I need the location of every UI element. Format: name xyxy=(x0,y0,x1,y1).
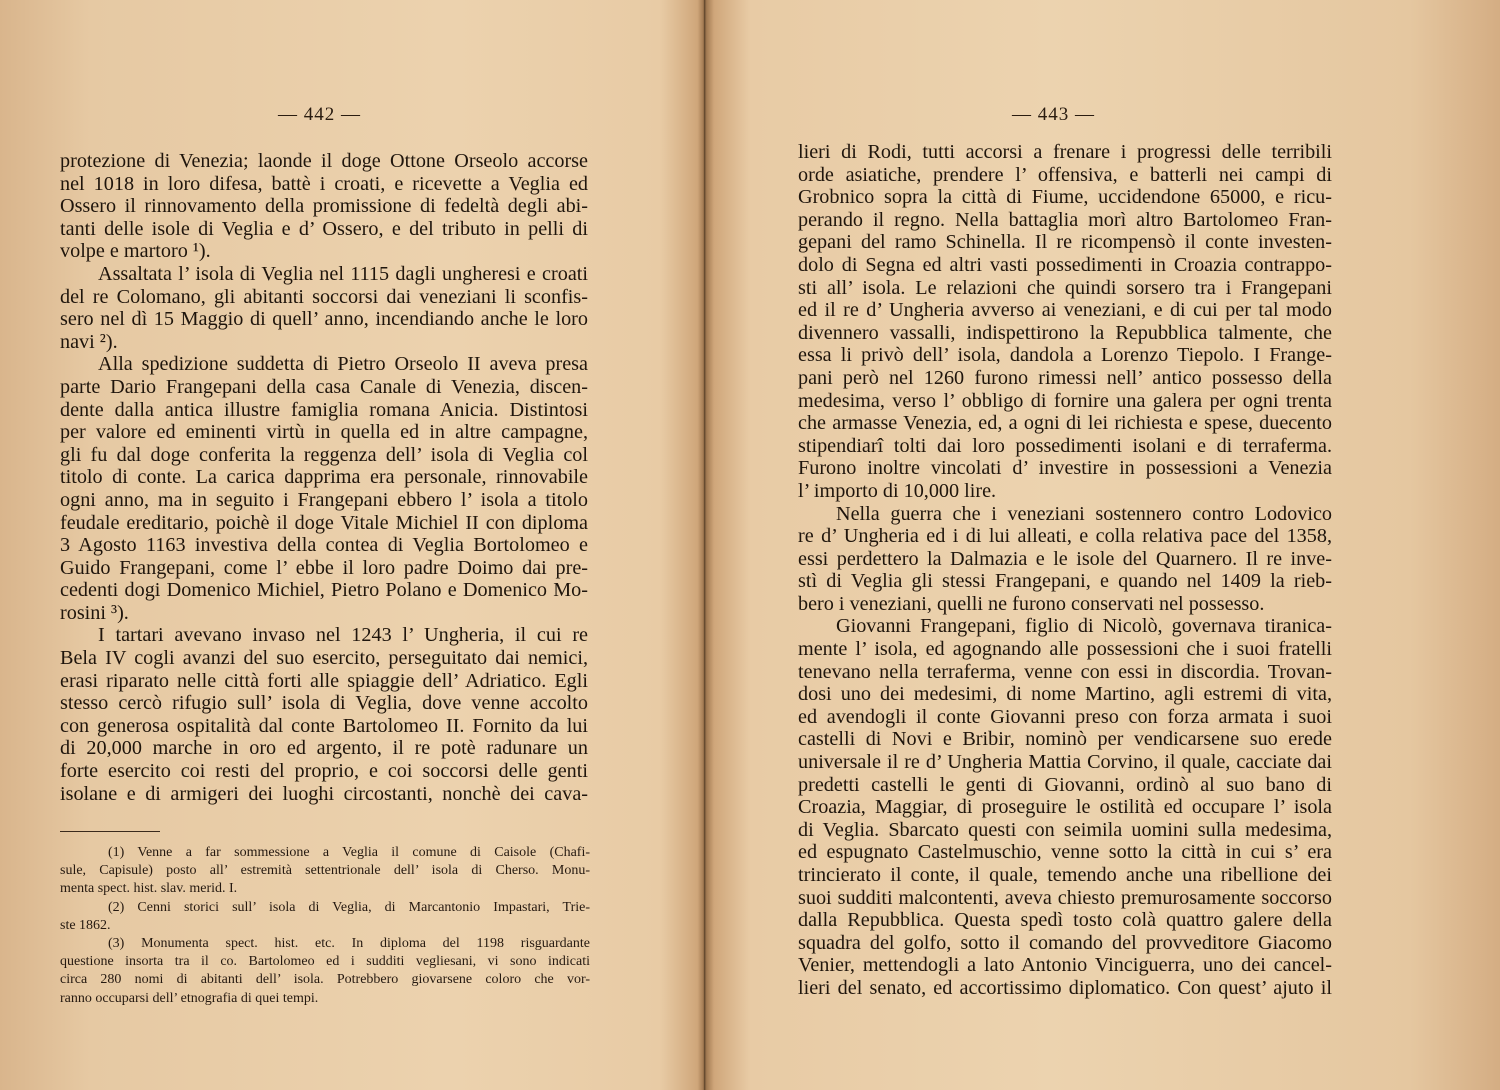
text-line: re d’ Ungheria ed i di lui alleati, e colla relativa pace del 1358, xyxy=(798,525,1332,548)
text-line: parte Dario Frangepani della casa Canale di Venezia, discen- xyxy=(60,375,588,398)
footnote-line: (3) Monumenta spect. hist. etc. In diploma del 1198 risguardante xyxy=(108,936,590,952)
footnotes xyxy=(60,844,590,1008)
text-line: erasi riparato nelle città forti alle spiaggie dell’ Adriatico. Egli xyxy=(60,669,588,692)
text-line: con generosa ospitalità dal conte Bartolomeo II. Fornito da lui xyxy=(60,714,588,737)
text-line: di 20,000 marche in oro ed argento, il re potè radunare un xyxy=(60,737,588,760)
text-line: tanti delle isole di Veglia e d’ Ossero, e del tributo in pelli di xyxy=(60,217,588,240)
text-line: suoi sudditi malcontenti, aveva chiesto premurosamente soccorso xyxy=(798,886,1332,909)
text-line: essi perdettero la Dalmazia e le isole del Quarnero. Il re inve- xyxy=(798,547,1332,570)
text-line: forte esercito coi resti del proprio, e coi soccorsi delle genti xyxy=(60,760,588,783)
text-line: Furono inoltre vincolati d’ investire in possessioni a Venezia xyxy=(798,457,1332,480)
text-line: stì di Veglia gli stessi Frangepani, e quando nel 1409 la rieb- xyxy=(798,570,1332,593)
text-line: lieri di Rodi, tutti accorsi a frenare i progressi delle terribili xyxy=(798,141,1332,163)
text-line: orde asiatiche, prendere l’ offensiva, e batterli nei campi di xyxy=(798,163,1332,186)
text-line: titolo di conte. La carica dapprima era personale, rinnovabile xyxy=(60,466,588,489)
text-line: Alla spedizione suddetta di Pietro Orseolo II aveva presa xyxy=(98,353,588,376)
text-line: rosini ³). xyxy=(60,601,129,624)
text-line: squadra del golfo, sotto il comando del provveditore Giacomo xyxy=(798,931,1332,954)
text-line: sti all’ isola. Le relazioni che quindi sorsero tra i Frangepani xyxy=(798,276,1332,299)
text-line: medesima, verso l’ obbligo di fornire una galera per ogni trenta xyxy=(798,389,1332,412)
text-line: trincierato il conte, il quale, temendo anche una ribellione dei xyxy=(798,864,1332,886)
footnote-line: menta spect. hist. slav. merid. I. xyxy=(60,881,238,897)
text-line: mente l’ isola, ed agognando alle possessioni che i suoi fratelli xyxy=(798,638,1332,661)
text-line: nel 1018 in loro difesa, battè i croati, e ricevette a Veglia ed xyxy=(60,172,588,195)
text-line: Assaltata l’ isola di Veglia nel 1115 dagli ungheresi e croati xyxy=(98,262,588,285)
text-line: stipendiarî tolti dai loro possedimenti isolani e di terraferma. xyxy=(798,434,1332,457)
text-line: pani però nel 1260 furono rimessi nell’ antico possesso della xyxy=(798,366,1332,389)
text-line: per valore ed eminenti virtù in quella ed in altre campagne, xyxy=(60,421,588,444)
text-line: di Veglia. Sbarcato questi con seimila uomini sulla medesima, xyxy=(798,818,1332,841)
text-line: cedenti dogi Domenico Michiel, Pietro Polano e Domenico Mo- xyxy=(60,579,588,602)
text-line: Grobnico sopra la città di Fiume, uccidendone 65000, e ricu- xyxy=(798,186,1332,209)
text-line: l’ importo di 10,000 lire. xyxy=(798,479,997,502)
text-line: dalla Repubblica. Questa spedì tosto colà quattro galere della xyxy=(798,909,1332,932)
body-text xyxy=(798,141,1332,1000)
text-line: Venier, mettendogli a lato Antonio Vinciguerra, uno dei cancel- xyxy=(798,954,1332,977)
text-line: Croazia, Maggiar, di proseguire le ostilità ed occupare l’ isola xyxy=(798,796,1332,819)
footnote-line: questione insorta tra il co. Bartolomeo ed i sudditi vegliesani, vi sono indicati xyxy=(60,954,590,970)
text-line: castelli di Novi e Bribir, nominò per vendicarsene suo erede xyxy=(798,728,1332,751)
text-line: ed avendogli il conte Giovanni preso con forza armata i suoi xyxy=(798,705,1332,728)
text-line: Giovanni Frangepani, figlio di Nicolò, governava tiranica- xyxy=(836,615,1332,638)
text-line: 3 Agosto 1163 investiva della contea di Veglia Bortolomeo e xyxy=(60,534,588,557)
text-line: volpe e martoro ¹). xyxy=(60,240,211,263)
text-line: I tartari avevano invaso nel 1243 l’ Ungheria, il cui re xyxy=(98,624,588,647)
text-line: Nella guerra che i veneziani sostennero contro Lodovico xyxy=(836,502,1332,525)
footnote-line: (1) Venne a far sommessione a Veglia il comune di Caisole (Chafi- xyxy=(108,845,590,860)
text-line: che armasse Venezia, ed, a ogni di lei richiesta e spese, duecento xyxy=(798,412,1332,435)
text-line: stesso cercò rifugio sull’ isola di Veglia, dove venne accolto xyxy=(60,692,588,715)
page-number: — 443 — xyxy=(1012,104,1095,125)
page-number: — 442 — xyxy=(278,104,361,125)
text-line: bero i veneziani, quelli ne furono conservati nel possesso. xyxy=(798,592,1265,615)
text-line: del re Colomano, gli abitanti soccorsi dai veneziani li sconfis- xyxy=(60,285,588,308)
text-line: Bela IV cogli avanzi del suo esercito, perseguitato dai nemici, xyxy=(60,647,588,670)
left-page xyxy=(0,0,700,1090)
footnote-line: (2) Cenni storici sull’ isola di Veglia, di Marcantonio Impastari, Trie- xyxy=(108,899,590,915)
text-line: lieri del senato, ed accortissimo diplomatico. Con quest’ ajuto il xyxy=(798,976,1332,999)
text-line: dosi uno dei medesimi, di nome Martino, agli estremi di vita, xyxy=(798,683,1332,706)
text-line: Ossero il rinnovamento della promissione di fedeltà degli abi- xyxy=(60,195,588,218)
text-line: divennero vassalli, indispettirono la Repubblica talmente, che xyxy=(798,321,1332,344)
text-line: feudale ereditario, poichè il doge Vitale Michiel II con diploma xyxy=(60,511,588,534)
right-page xyxy=(712,0,1500,1090)
text-line: perando il regno. Nella battaglia morì altro Bartolomeo Fran- xyxy=(798,208,1332,231)
text-line: ed il re d’ Ungheria avverso ai veneziani, e di cui per tal modo xyxy=(798,299,1332,322)
text-line: dolo di Segna ed altri vasti possedimenti in Croazia contrappo- xyxy=(798,253,1332,276)
text-line: navi ²). xyxy=(60,330,118,353)
footnote-line: circa 280 nomi di abitanti dell’ isola. Potrebbero giovarsene coloro che vor- xyxy=(60,972,590,988)
text-line: ogni anno, ma in seguito i Frangepani ebbero l’ isola a titolo xyxy=(60,488,588,511)
footnote-rule xyxy=(60,831,160,832)
text-line: predetti castelli le genti di Giovanni, ordinò al suo bano di xyxy=(798,773,1332,796)
footnote-line: sule, Capisule) posto all’ estremità settentrionale dell’ isola di Cherso. Monu- xyxy=(60,863,590,879)
body-text xyxy=(60,150,588,805)
text-line: gli fu dal doge conferita la reggenza dell’ isola di Veglia col xyxy=(60,443,588,466)
text-line: essa li privò dell’ isola, dandola a Lorenzo Tiepolo. I Frange- xyxy=(798,344,1332,367)
text-line: sero nel dì 15 Maggio di quell’ anno, incendiando anche le loro xyxy=(60,308,588,331)
text-line: ed espugnato Castelmuschio, venne sotto la città in cui s’ era xyxy=(798,841,1332,864)
footnote-line: ranno occuparsi dell’ etnografia di quei tempi. xyxy=(60,990,319,1006)
text-line: universale il re d’ Ungheria Mattia Corvino, il quale, cacciate dai xyxy=(798,751,1332,774)
text-line: gepani del ramo Schinella. Il re ricompensò il conte investen- xyxy=(798,231,1332,254)
text-line: Guido Frangepani, come l’ ebbe il loro padre Doimo dai pre- xyxy=(60,556,588,579)
text-line: tenevano nella terraferma, venne con essi in discordia. Trovan- xyxy=(798,660,1332,683)
text-line: isolane e di armigeri dei luoghi circostanti, nonchè dei cava- xyxy=(60,782,588,805)
text-line: dente dalla antica illustre famiglia romana Anicia. Distintosi xyxy=(60,398,588,421)
footnote-line: ste 1862. xyxy=(60,917,111,933)
text-line: protezione di Venezia; laonde il doge Ottone Orseolo accorse xyxy=(60,150,588,172)
